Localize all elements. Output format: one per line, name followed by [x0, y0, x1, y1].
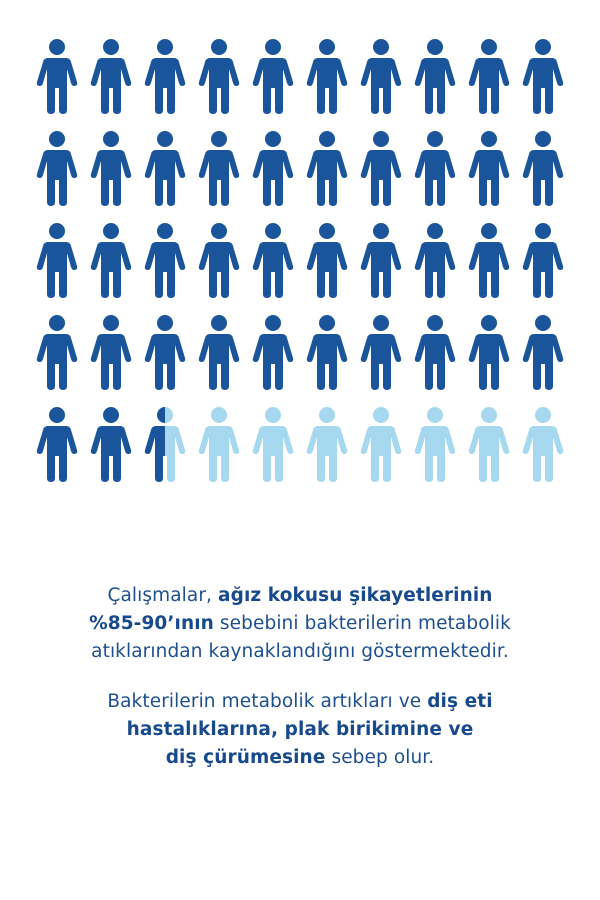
- person-icon: [246, 222, 300, 298]
- text: sebep olur.: [325, 747, 435, 768]
- person-icon: [84, 314, 138, 390]
- bold-text: hastalıklarına, plak birikimine ve: [126, 719, 474, 740]
- person-icon: [192, 314, 246, 390]
- person-icon: [300, 38, 354, 114]
- person-icon: [408, 406, 462, 482]
- person-icon: [192, 130, 246, 206]
- person-icon: [408, 222, 462, 298]
- person-icon: [138, 130, 192, 206]
- person-icon: [516, 406, 570, 482]
- person-icon: [84, 406, 138, 482]
- person-icon: [84, 222, 138, 298]
- paragraph-bad-breath-cause: [30, 582, 570, 666]
- text: Bakterilerin metabolik artıkları ve: [107, 691, 428, 712]
- person-icon: [462, 406, 516, 482]
- person-icon: [408, 130, 462, 206]
- person-icon: [354, 222, 408, 298]
- person-icon: [246, 406, 300, 482]
- person-icon: [30, 130, 84, 206]
- text: Çalışmalar,: [107, 585, 219, 606]
- person-icon: [408, 38, 462, 114]
- text: atıklarından kaynaklandığını göstermektedir.: [91, 641, 509, 662]
- person-icon: [30, 314, 84, 390]
- bold-text: diş çürümesine: [165, 747, 326, 768]
- person-icon: [354, 314, 408, 390]
- person-icon: [354, 406, 408, 482]
- person-icon: [300, 314, 354, 390]
- people-pictogram: [30, 38, 570, 488]
- person-icon: [138, 38, 192, 114]
- person-icon: [516, 38, 570, 114]
- person-icon: [300, 222, 354, 298]
- person-icon: [354, 38, 408, 114]
- person-icon: [138, 314, 192, 390]
- person-icon: [192, 406, 246, 482]
- person-icon: [192, 38, 246, 114]
- person-icon: [462, 130, 516, 206]
- text: sebebini bakterilerin metabolik: [213, 613, 511, 634]
- person-icon: [354, 130, 408, 206]
- paragraph-bacteria-effects: [30, 688, 570, 772]
- paragraph-1-line-1: [30, 582, 570, 610]
- person-icon: [246, 38, 300, 114]
- person-icon: [462, 314, 516, 390]
- person-icon: [84, 130, 138, 206]
- person-icon: [84, 38, 138, 114]
- person-icon: [462, 38, 516, 114]
- person-icon: [30, 406, 84, 482]
- paragraph-2-line-3: [30, 744, 570, 772]
- paragraph-1-line-3: [30, 638, 570, 666]
- person-icon: [30, 222, 84, 298]
- person-icon: [462, 222, 516, 298]
- person-icon: [246, 130, 300, 206]
- person-icon: [516, 130, 570, 206]
- bold-text: diş eti: [427, 691, 493, 712]
- person-icon: [138, 406, 192, 482]
- person-icon: [192, 222, 246, 298]
- paragraph-2-line-2: [30, 716, 570, 744]
- paragraph-2-line-1: [30, 688, 570, 716]
- person-icon: [516, 314, 570, 390]
- bold-text: ağız kokusu şikayetlerinin: [218, 585, 493, 606]
- bold-text: %85-90’ının: [89, 613, 214, 634]
- paragraph-1-line-2: [30, 610, 570, 638]
- person-icon: [300, 406, 354, 482]
- person-icon: [246, 314, 300, 390]
- person-icon: [138, 222, 192, 298]
- person-icon: [300, 130, 354, 206]
- person-icon: [516, 222, 570, 298]
- person-icon: [30, 38, 84, 114]
- person-icon: [408, 314, 462, 390]
